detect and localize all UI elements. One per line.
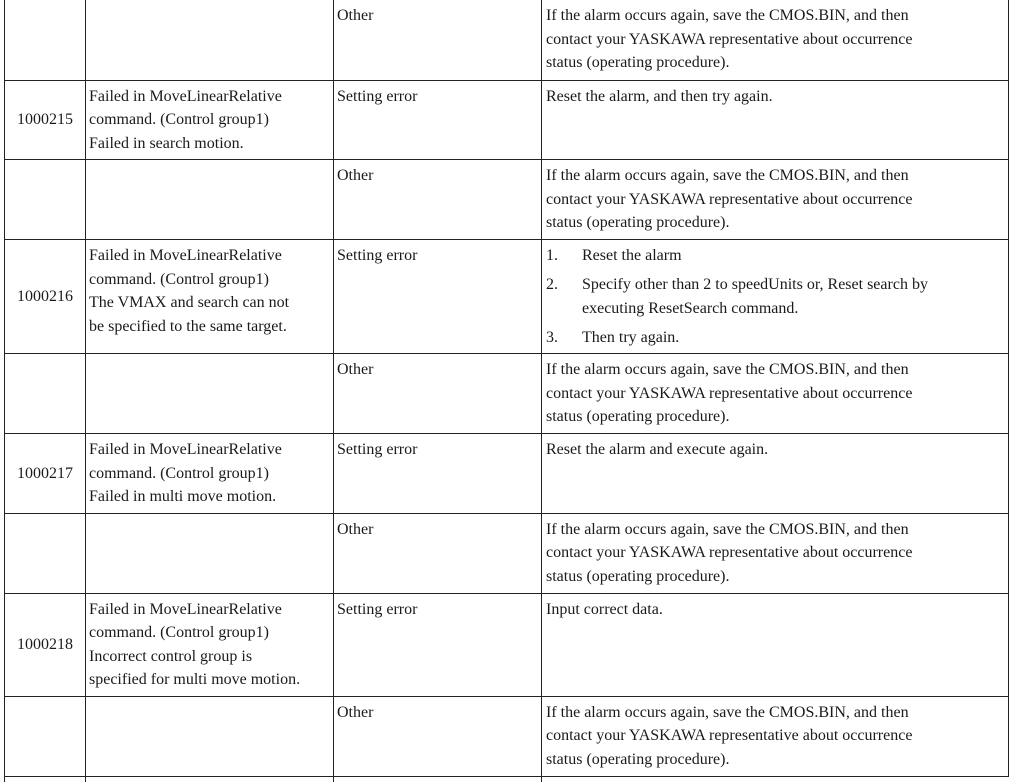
- alarm-code: 1000215: [5, 80, 86, 160]
- remedy-step: [546, 326, 1002, 350]
- table-row: [5, 513, 1009, 593]
- remedy-line: If the alarm occurs again, save the CMOS.BIN, and then: [546, 167, 909, 184]
- step-number: 2.: [546, 276, 558, 293]
- alarm-code: 1000218: [5, 593, 86, 696]
- step-text-line: executing ResetSearch command.: [582, 299, 799, 317]
- alarm-cause: Setting error: [334, 80, 542, 160]
- alarm-description: [86, 0, 334, 80]
- description-line: command. (Control group1): [89, 111, 269, 128]
- remedy-line: status (operating procedure).: [546, 750, 730, 768]
- alarm-remedy: [542, 240, 1009, 354]
- remedy-line: contact your YASKAWA representative about occurrence: [546, 30, 913, 48]
- alarm-remedy: [542, 0, 1009, 80]
- remedy-line: contact your YASKAWA representative about occurrence: [546, 190, 913, 208]
- step-text-line: Then try again.: [582, 328, 680, 346]
- table-row: [5, 240, 1009, 354]
- table-row-partial: [5, 776, 1009, 782]
- remedy-line: Reset the alarm and execute again.: [546, 441, 769, 458]
- alarm-cause: Other: [334, 160, 542, 240]
- alarm-code: [5, 0, 86, 80]
- alarm-remedy: [542, 160, 1009, 240]
- table-row: [5, 160, 1009, 240]
- alarm-cause-empty: [334, 776, 542, 782]
- alarm-cause: Setting error: [334, 434, 542, 514]
- description-line: be specified to the same target.: [89, 317, 287, 335]
- alarm-cause: Other: [334, 513, 542, 593]
- alarm-remedy: [542, 354, 1009, 434]
- alarm-cause: Other: [334, 0, 542, 80]
- alarm-cause: Other: [334, 696, 542, 776]
- alarm-remedy: [542, 434, 1009, 514]
- remedy-line: Reset the alarm, and then try again.: [546, 87, 773, 105]
- table-row: [5, 593, 1009, 696]
- alarm-cause: Setting error: [334, 593, 542, 696]
- alarm-description: [86, 240, 334, 354]
- alarm-code: [5, 696, 86, 776]
- remedy-line: If the alarm occurs again, save the CMOS.BIN, and then: [546, 703, 909, 721]
- alarm-description: [86, 434, 334, 514]
- description-line: Failed in MoveLinearRelative: [89, 247, 282, 264]
- description-line: command. (Control group1): [89, 270, 269, 288]
- description-line: Failed in search motion.: [89, 134, 244, 152]
- alarm-table: [4, 0, 1009, 782]
- alarm-code: 1000217: [5, 434, 86, 514]
- alarm-code-empty: [5, 776, 86, 782]
- remedy-line: status (operating procedure).: [546, 567, 730, 585]
- alarm-description: [86, 80, 334, 160]
- table-row: [5, 0, 1009, 80]
- description-line: Failed in MoveLinearRelative: [89, 87, 282, 105]
- description-line: specified for multi move motion.: [89, 671, 301, 688]
- alarm-remedy: [542, 696, 1009, 776]
- remedy-line: If the alarm occurs again, save the CMOS.BIN, and then: [546, 7, 909, 24]
- remedy-line: status (operating procedure).: [546, 408, 730, 425]
- step-text-line: Specify other than 2 to speedUnits or, Reset search by: [582, 276, 928, 293]
- description-line: command. (Control group1): [89, 464, 269, 482]
- alarm-code: [5, 160, 86, 240]
- table-row: [5, 354, 1009, 434]
- alarm-description: [86, 513, 334, 593]
- alarm-remedy-empty: [542, 776, 1009, 782]
- alarm-remedy: [542, 593, 1009, 696]
- table-row: [5, 696, 1009, 776]
- alarm-remedy: [542, 80, 1009, 160]
- alarm-description: [86, 696, 334, 776]
- description-line: command. (Control group1): [89, 624, 269, 641]
- step-number: 3.: [546, 328, 558, 346]
- remedy-line: status (operating procedure).: [546, 214, 730, 231]
- remedy-line: If the alarm occurs again, save the CMOS.BIN, and then: [546, 520, 909, 538]
- remedy-steps: [546, 244, 1002, 349]
- alarm-cause: Setting error: [334, 240, 542, 354]
- alarm-remedy: [542, 513, 1009, 593]
- table-row: [5, 80, 1009, 160]
- remedy-step: [546, 244, 1002, 268]
- description-line: Failed in MoveLinearRelative: [89, 600, 282, 618]
- remedy-line: If the alarm occurs again, save the CMOS.BIN, and then: [546, 361, 909, 378]
- alarm-cause: Other: [334, 354, 542, 434]
- alarm-description: [86, 593, 334, 696]
- alarm-description: [86, 160, 334, 240]
- step-text-line: Reset the alarm: [582, 247, 682, 264]
- alarm-code: [5, 354, 86, 434]
- alarm-description-empty: [86, 776, 334, 782]
- alarm-code: 1000216: [5, 240, 86, 354]
- description-line: Incorrect control group is: [89, 647, 253, 665]
- remedy-line: contact your YASKAWA representative about occurrence: [546, 544, 913, 561]
- remedy-line: status (operating procedure).: [546, 54, 730, 71]
- remedy-line: Input correct data.: [546, 600, 663, 618]
- remedy-line: contact your YASKAWA representative about occurrence: [546, 384, 913, 402]
- table-row: [5, 434, 1009, 514]
- remedy-line: contact your YASKAWA representative about occurrence: [546, 727, 913, 744]
- step-number: 1.: [546, 247, 558, 264]
- alarm-code: [5, 513, 86, 593]
- description-line: Failed in multi move motion.: [89, 488, 277, 505]
- alarm-description: [86, 354, 334, 434]
- alarm-table-body: [5, 0, 1009, 782]
- description-line: The VMAX and search can not: [89, 294, 290, 311]
- remedy-step: [546, 273, 1002, 320]
- description-line: Failed in MoveLinearRelative: [89, 441, 282, 458]
